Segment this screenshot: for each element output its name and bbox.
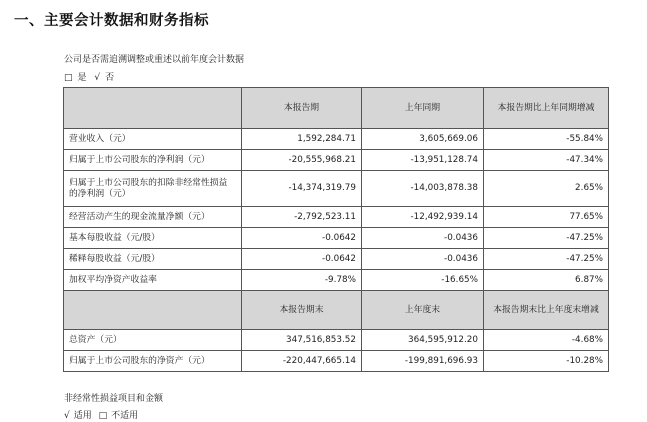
value-cell: 6.87%: [484, 270, 609, 291]
header-cell: 本报告期末比上年度末增减: [484, 291, 609, 330]
row-label: 归属于上市公司股东的净资产（元）: [64, 351, 242, 372]
header-cell: [64, 291, 242, 330]
value-cell: -16.65%: [362, 270, 484, 291]
value-cell: -12,492,939.14: [362, 207, 484, 228]
yes-label: 是: [77, 73, 87, 83]
table-header-row: [64, 88, 609, 129]
applicable-label: 适用: [73, 411, 92, 421]
restate-question: 公司是否需追溯调整或重述以前年度会计数据: [64, 55, 245, 65]
value-cell: -47.34%: [484, 150, 609, 171]
header-cell: 上年度末: [362, 291, 484, 330]
row-label: 基本每股收益（元/股）: [64, 228, 242, 249]
row-label: 归属于上市公司股东的净利润（元）: [64, 150, 242, 171]
value-cell: 2.65%: [484, 171, 609, 207]
table-row: [64, 330, 609, 351]
value-cell: -0.0642: [242, 228, 362, 249]
applicable-choice: [64, 408, 142, 421]
financial-data-table: [63, 87, 609, 372]
value-cell: 77.65%: [484, 207, 609, 228]
table-row: [64, 207, 609, 228]
header-cell: 上年同期: [362, 88, 484, 129]
row-label: 加权平均净资产收益率: [64, 270, 242, 291]
value-cell: 347,516,853.52: [242, 330, 362, 351]
header-cell: 本报告期末: [242, 291, 362, 330]
value-cell: -13,951,128.74: [362, 150, 484, 171]
value-cell: -47.25%: [484, 249, 609, 270]
header-cell: [64, 88, 242, 129]
value-cell: 3,605,669.06: [362, 129, 484, 150]
value-cell: -10.28%: [484, 351, 609, 372]
not-applicable-label: 不适用: [111, 411, 139, 421]
applicable-checkmark[interactable]: √: [64, 411, 70, 421]
yes-checkbox[interactable]: □: [64, 73, 73, 83]
value-cell: -199,891,696.93: [362, 351, 484, 372]
value-cell: -0.0642: [242, 249, 362, 270]
table-row: [64, 171, 609, 207]
value-cell: -220,447,665.14: [242, 351, 362, 372]
value-cell: -4.68%: [484, 330, 609, 351]
no-label: 否: [105, 73, 115, 83]
row-label: 总资产（元）: [64, 330, 242, 351]
value-cell: -0.0436: [362, 228, 484, 249]
row-label: 营业收入（元）: [64, 129, 242, 150]
not-applicable-checkbox[interactable]: □: [98, 411, 108, 421]
table-row: [64, 270, 609, 291]
section-title: 一、主要会计数据和财务指标: [14, 13, 209, 29]
non-recurring-items-heading: 非经常性损益项目和金额: [64, 394, 164, 404]
value-cell: -14,003,878.38: [362, 171, 484, 207]
no-checkmark[interactable]: √: [94, 73, 101, 83]
value-cell: 1,592,284.71: [242, 129, 362, 150]
row-label: 稀释每股收益（元/股）: [64, 249, 242, 270]
table-row: [64, 150, 609, 171]
value-cell: 364,595,912.20: [362, 330, 484, 351]
value-cell: -2,792,523.11: [242, 207, 362, 228]
restate-choice: [64, 70, 119, 83]
table-row: [64, 351, 609, 372]
header-cell: 本报告期: [242, 88, 362, 129]
table-row: [64, 228, 609, 249]
table-row: [64, 249, 609, 270]
value-cell: -20,555,968.21: [242, 150, 362, 171]
value-cell: -9.78%: [242, 270, 362, 291]
table-header-row: [64, 291, 609, 330]
value-cell: -55.84%: [484, 129, 609, 150]
table-row: [64, 129, 609, 150]
value-cell: -0.0436: [362, 249, 484, 270]
header-cell: 本报告期比上年同期增减: [484, 88, 609, 129]
value-cell: -14,374,319.79: [242, 171, 362, 207]
value-cell: -47.25%: [484, 228, 609, 249]
row-label: 经营活动产生的现金流量净额（元）: [64, 207, 242, 228]
row-label: 归属于上市公司股东的扣除非经常性损益的净利润（元）: [64, 171, 242, 207]
